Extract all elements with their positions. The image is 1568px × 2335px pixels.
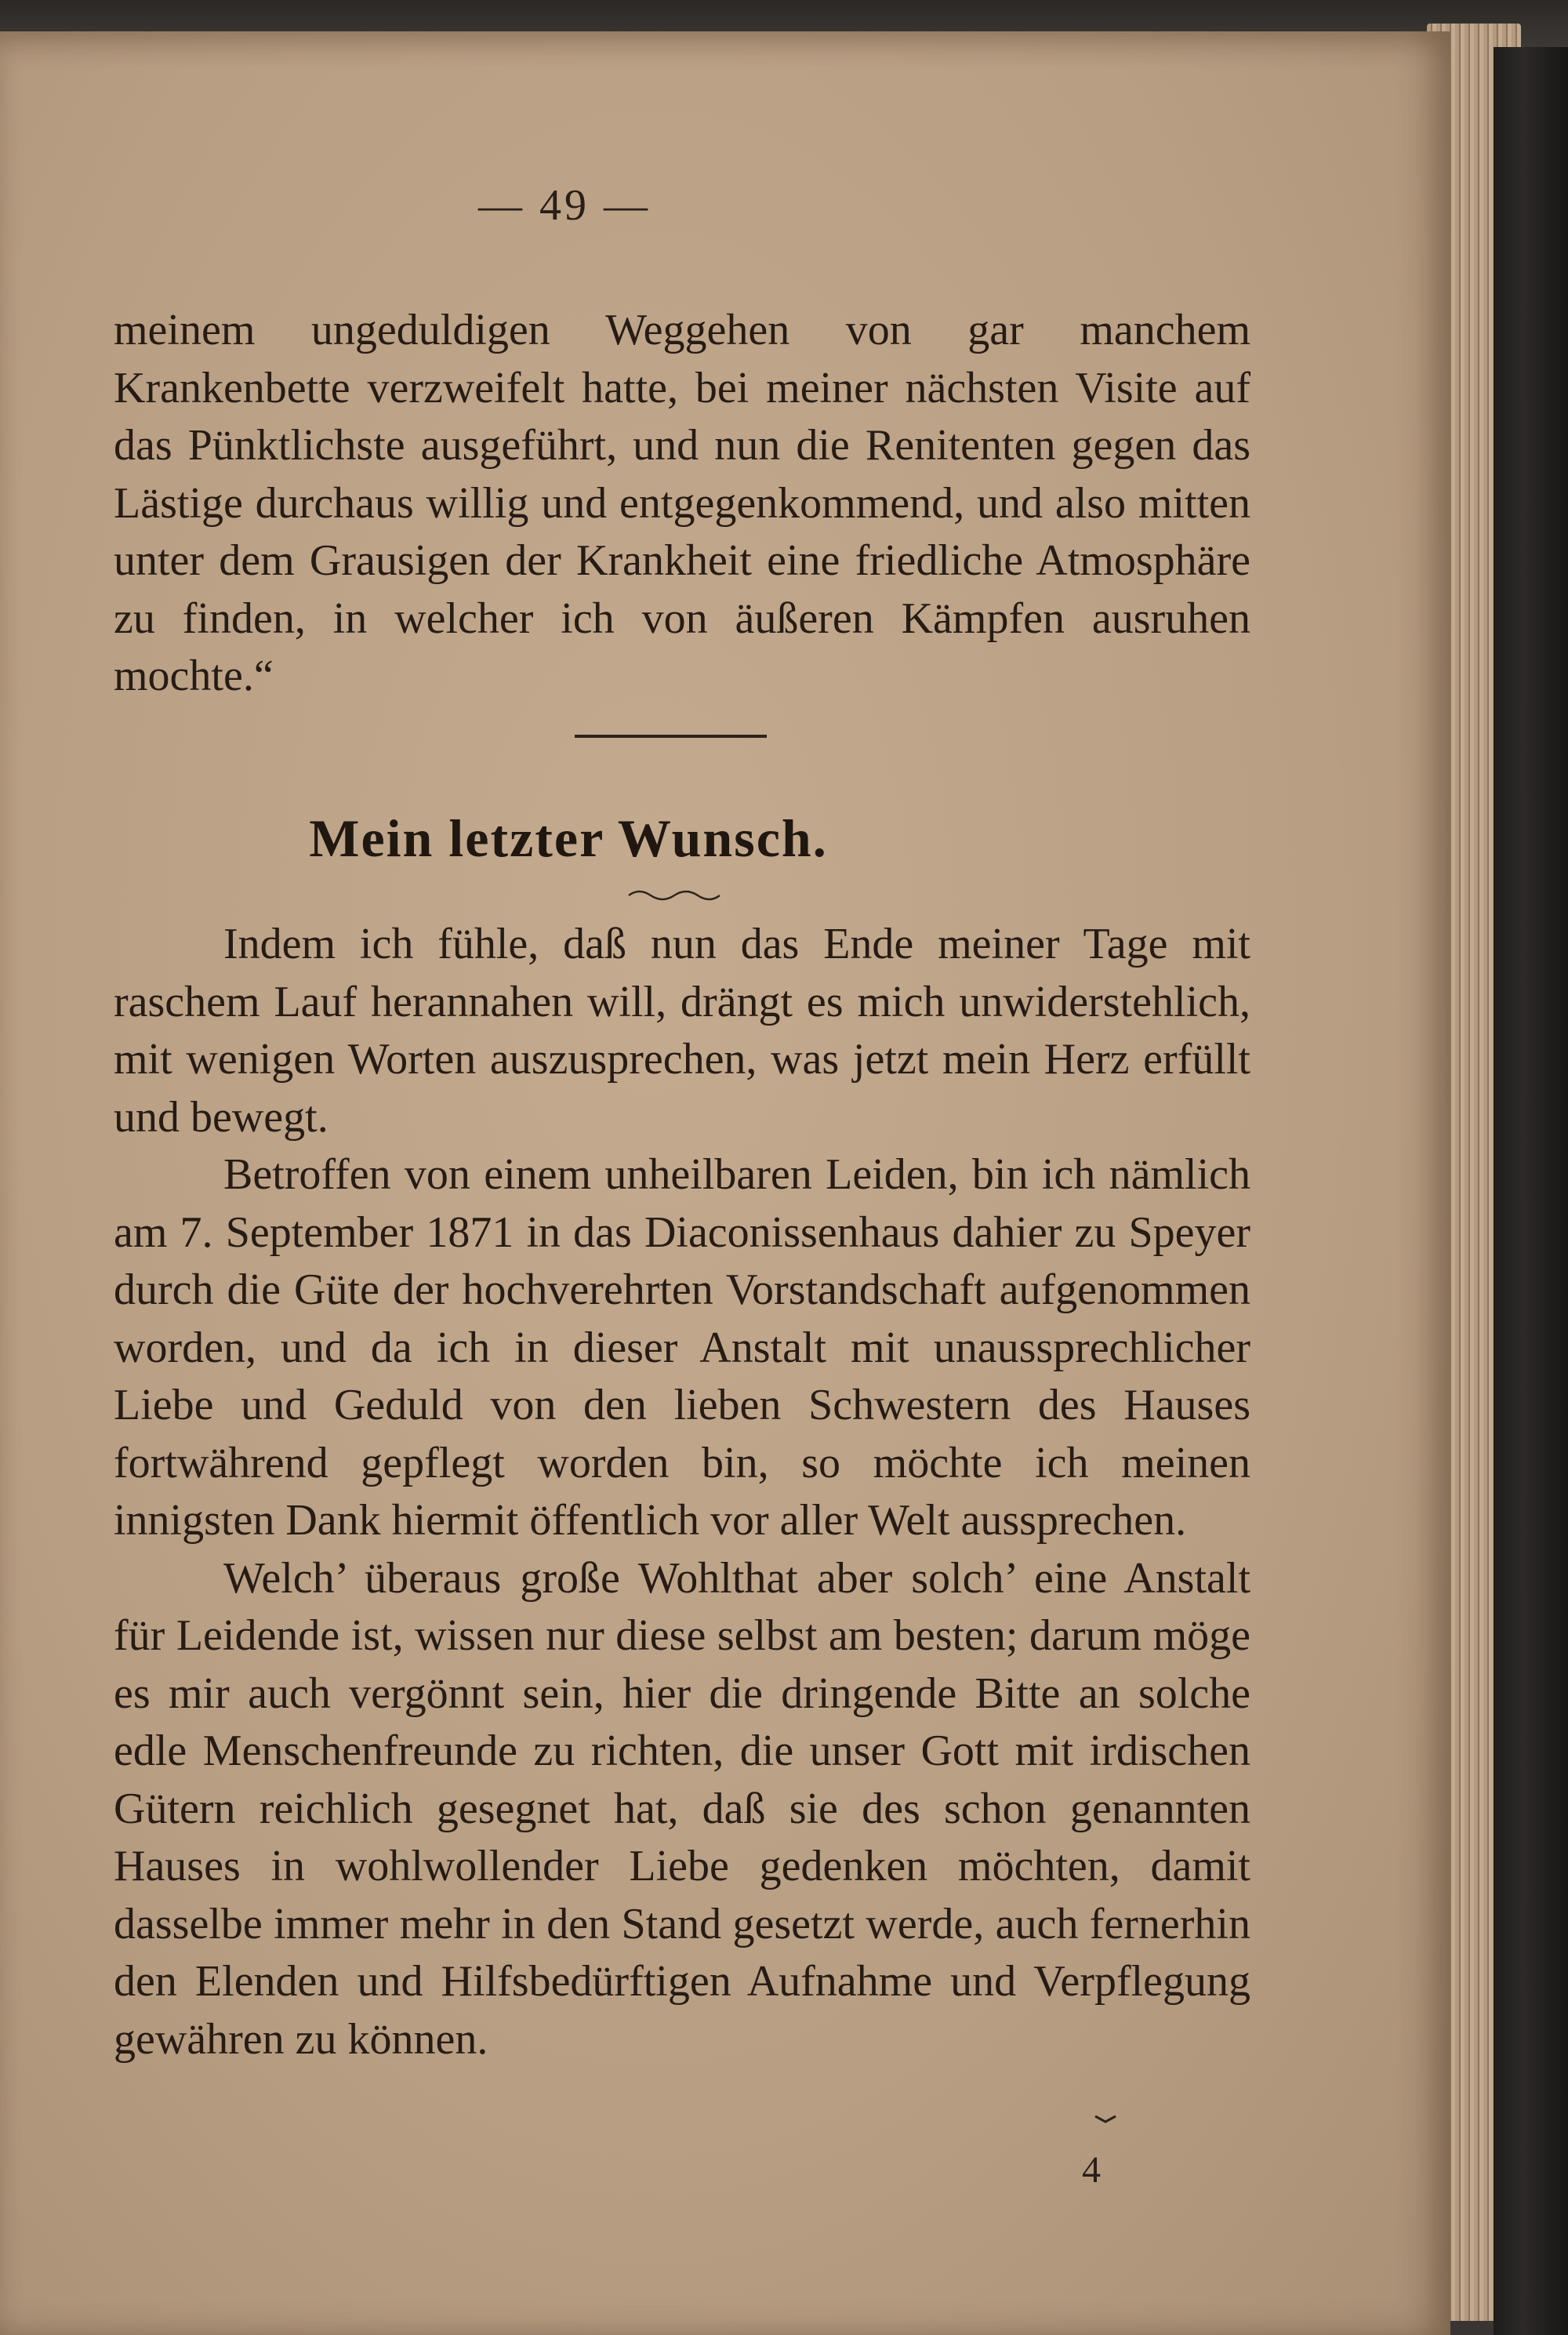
section-title: Mein letzter Wunsch. — [309, 808, 828, 868]
paragraph-1: meinem ungeduldigen Weggehen von gar manchem Krankenbette verzweifelt hatte, bei meiner nächsten Visite auf das Pünktlichste ausgeführt, und nun die Renitenten gegen das Lästige durchaus willig und entgegenkommend, und also mitten unter dem Grausigen der Krankheit eine friedliche Atmosphäre zu finden, in welcher ich von äußeren Kämpfen ausruhen mochte.“ — [114, 306, 1250, 700]
section-body — [114, 916, 1250, 2068]
signature-mark: 4 — [1082, 2149, 1101, 2191]
book-page — [0, 31, 1450, 2335]
catchword-mark — [1094, 2113, 1117, 2124]
title-ornament — [627, 886, 721, 902]
book-cover-edge — [1494, 47, 1568, 2335]
paragraph-3: Betroffen von einem unheilbaren Leiden, bin ich nämlich am 7. September 1871 in das Diaconissenhaus dahier zu Speyer durch die Güte der hochverehrten Vorstandschaft aufgenommen worden, und da ich in dieser Anstalt mit unaussprechlicher Liebe und Geduld von den lieben Schwestern des Hauses fortwährend gepflegt worden bin, so möchte ich meinen innigsten Dank hiermit öffentlich vor aller Welt aussprechen. — [114, 1150, 1250, 1545]
paragraph-4: Welch’ überaus große Wohlthat aber solch’ eine Anstalt für Leidende ist, wissen nur diese selbst am besten; darum möge es mir auch vergönnt sein, hier die dringende Bitte an solche edle Menschenfreunde zu richten, die unser Gott mit irdischen Gütern reichlich gesegnet hat, daß sie des schon genannten Hauses in wohlwollender Liebe gedenken möchten, damit dasselbe immer mehr in den Stand gesetzt werde, auch fernerhin den Elenden und Hilfsbedürftigen Aufnahme und Verpflegung gewähren zu können. — [114, 1553, 1250, 2064]
paragraph-2: Indem ich fühle, daß nun das Ende meiner Tage mit raschem Lauf herannahen will, drängt es mich unwiderstehlich, mit wenigen Worten auszusprechen, was jetzt mein Herz erfüllt und bewegt. — [114, 920, 1250, 1142]
page-number: — 49 — — [478, 181, 651, 230]
section-divider-rule — [575, 735, 767, 738]
continued-paragraph — [114, 302, 1250, 706]
